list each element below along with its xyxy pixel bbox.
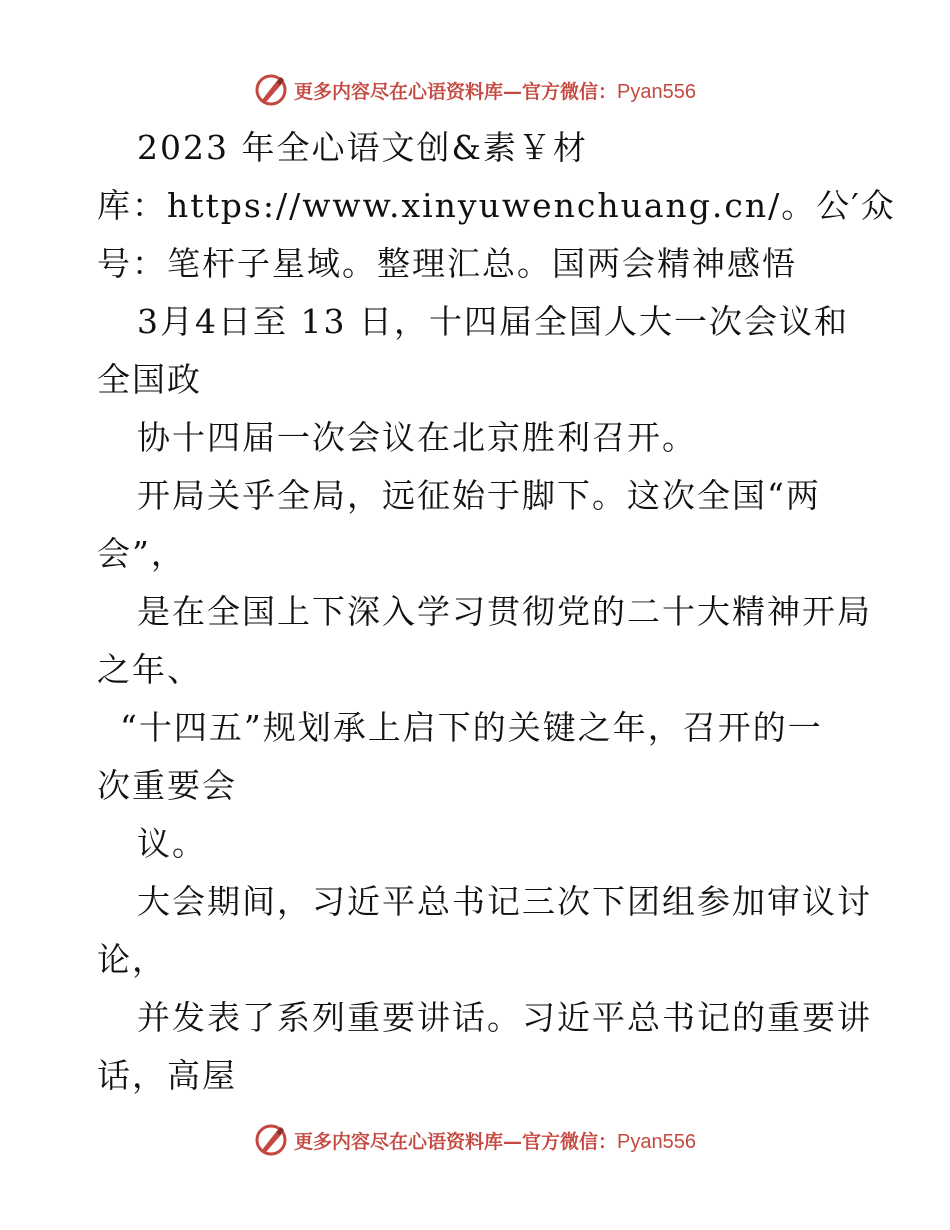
text-line: 话，高屋 <box>97 1056 237 1095</box>
footer-watermark-banner <box>0 1120 950 1160</box>
text-line: 大会期间，习近平总书记三次下团组参加审议讨 <box>137 882 872 921</box>
watermark-text <box>294 77 696 104</box>
quill-pen-in-circle-icon <box>254 73 288 107</box>
text-line: 并发表了系列重要讲话。习近平总书记的重要讲 <box>137 998 872 1037</box>
watermark-site-text: 更多内容尽在心语资料库 <box>294 80 504 103</box>
text-line: 3月4日至 13 日，十四届全国人大一次会议和 <box>137 302 849 341</box>
text-line: 会”， <box>97 534 186 573</box>
text-line: 协十四届一次会议在北京胜利召开。 <box>137 418 697 457</box>
text-line: 是在全国上下深入学习贯彻党的二十大精神开局 <box>137 592 872 631</box>
text-line: 论， <box>97 940 167 979</box>
text-line: 库：https://www.xinyuwenchuang.cn/。公′众 <box>97 186 896 225</box>
header-watermark-banner <box>0 70 950 110</box>
watermark-handle: Pyan556 <box>617 80 696 103</box>
watermark-official-label: 官方微信： <box>522 1130 618 1153</box>
text-line: 议。 <box>137 824 207 863</box>
watermark-dash: — <box>503 1130 523 1153</box>
quill-pen-in-circle-icon <box>254 1123 288 1157</box>
text-line: 开局关乎全局，远征始于脚下。这次全国“两 <box>137 476 821 515</box>
watermark-text <box>294 1127 696 1154</box>
watermark-dash: — <box>503 80 523 103</box>
text-line: 2023 年全心语文创&素￥材 <box>137 128 588 167</box>
watermark-site-text: 更多内容尽在心语资料库 <box>294 1130 504 1153</box>
watermark-handle: Pyan556 <box>617 1130 696 1153</box>
text-line: “十四五”规划承上启下的关键之年，召开的一 <box>120 708 823 747</box>
text-line: 全国政 <box>97 360 202 399</box>
text-line: 号：笔杆子星域。整理汇总。国两会精神感悟 <box>97 244 797 283</box>
text-line: 之年、 <box>97 650 202 689</box>
text-line: 次重要会 <box>97 766 237 805</box>
watermark-official-label: 官方微信： <box>522 80 618 103</box>
